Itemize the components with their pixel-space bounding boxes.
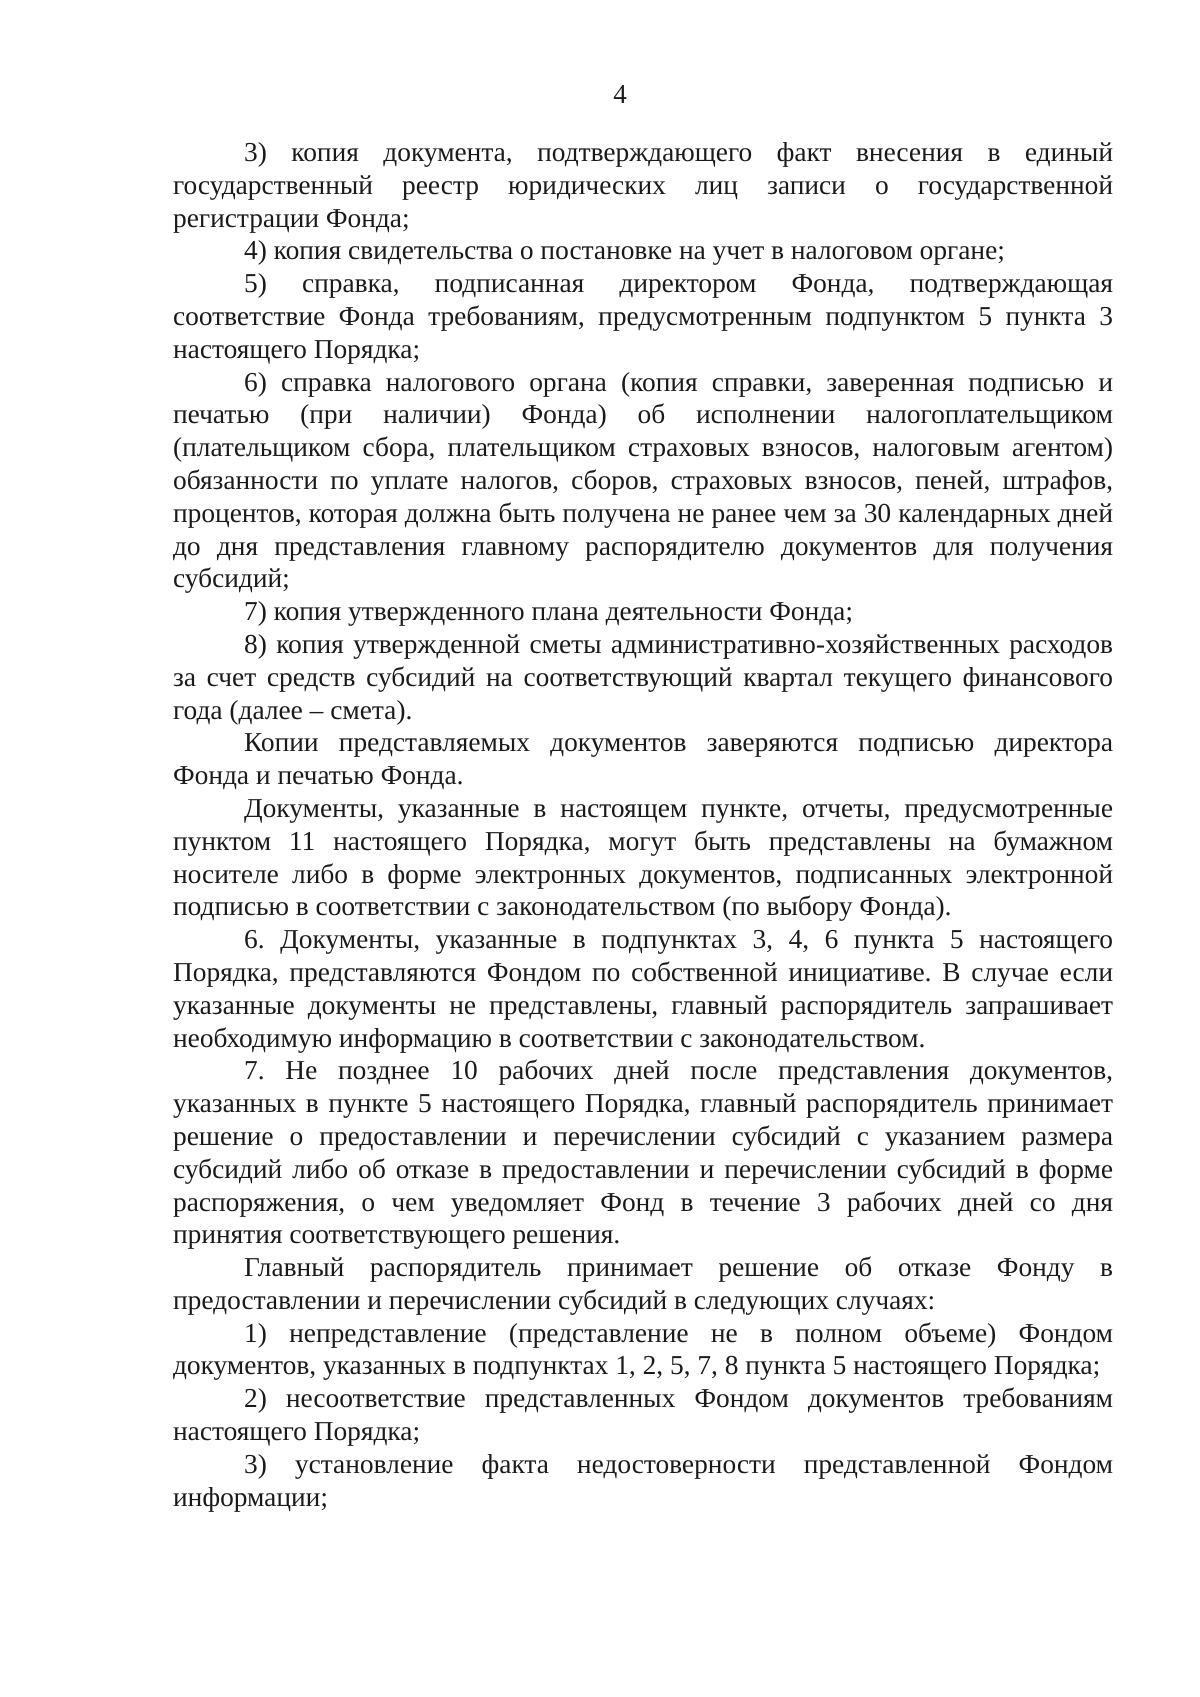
paragraph-refusal-case-2: 2) несоответствие представленных Фондом документов требованиям настоящего Порядка; — [173, 1383, 1113, 1447]
page-number: 4 — [613, 79, 627, 109]
document-body — [173, 136, 1113, 1513]
paragraph-item-3-registry-copy: 3) копия документа, подтверждающего факт внесения в единый государственный реестр юридических лиц записи о государственной регистрации Фонда; — [173, 137, 1113, 233]
paragraph-item-8-expense-estimate: 8) копия утвержденной сметы административно-хозяйственных расходов за счет средств субсидий на соответствующий квартал текущего финансового года (далее – смета). — [173, 628, 1113, 725]
paragraph-item-5-director-statement: 5) справка, подписанная директором Фонда, подтверждающая соответствие Фонда требованиям, предусмотренным подпунктом 5 пункта 3 настоящего Порядка; — [173, 268, 1113, 364]
paragraph-refusal-case-3: 3) установление факта недостоверности представленной Фондом информации; — [173, 1448, 1113, 1512]
paragraph-document-formats: Документы, указанные в настоящем пункте, отчеты, предусмотренные пунктом 11 настоящего Порядка, могут быть представлены на бумажном носителе либо в форме электронных документов, подписанных электронной подписью в соответствии с законодательством (по выбору Фонда). — [173, 792, 1113, 922]
paragraph-item-6-tax-authority-statement: 6) справка налогового органа (копия справки, заверенная подписью и печатью (при наличии) Фонда) об исполнении налогоплательщиком (плательщиком сбора, плательщиком страховых взносов, налоговым агентом) обязанности по уплате налогов, сборов, страховых взносов, пеней, штрафов, процентов, которая должна быть получена не ранее чем за 30 календарных дней до дня представления главному распорядителю документов для получения субсидий; — [173, 366, 1113, 594]
paragraph-refusal-case-1: 1) непредставление (представление не в полном объеме) Фондом документов, указанных в подпунктах 1, 2, 5, 7, 8 пункта 5 настоящего Порядка; — [173, 1317, 1113, 1381]
paragraph-item-7-activity-plan: 7) копия утвержденного плана деятельности Фонда; — [244, 596, 853, 627]
paragraph-clause-6: 6. Документы, указанные в подпунктах 3, 4, 6 пункта 5 настоящего Порядка, представляются Фондом по собственной инициативе. В случае если указанные документы не представлены, главный распорядитель запрашивает необходимую информацию в соответствии с законодательством. — [173, 924, 1113, 1053]
paragraph-refusal-intro: Главный распорядитель принимает решение об отказе Фонду в предоставлении и перечислении субсидий в следующих случаях: — [173, 1252, 1113, 1315]
paragraph-item-4-tax-certificate: 4) копия свидетельства о постановке на учет в налоговом органе; — [244, 235, 1005, 266]
paragraph-clause-7: 7. Не позднее 10 рабочих дней после представления документов, указанных в пункте 5 настоящего Порядка, главный распорядитель принимает решение о предоставлении и перечислении субсидий с указанием размера субсидий либо об отказе в предоставлении и перечислении субсидий в форме распоряжения, о чем уведомляет Фонд в течение 3 рабочих дней со дня принятия соответствующего решения. — [173, 1055, 1113, 1250]
paragraph-copies-certification: Копии представляемых документов заверяются подписью директора Фонда и печатью Фонда. — [173, 727, 1113, 791]
